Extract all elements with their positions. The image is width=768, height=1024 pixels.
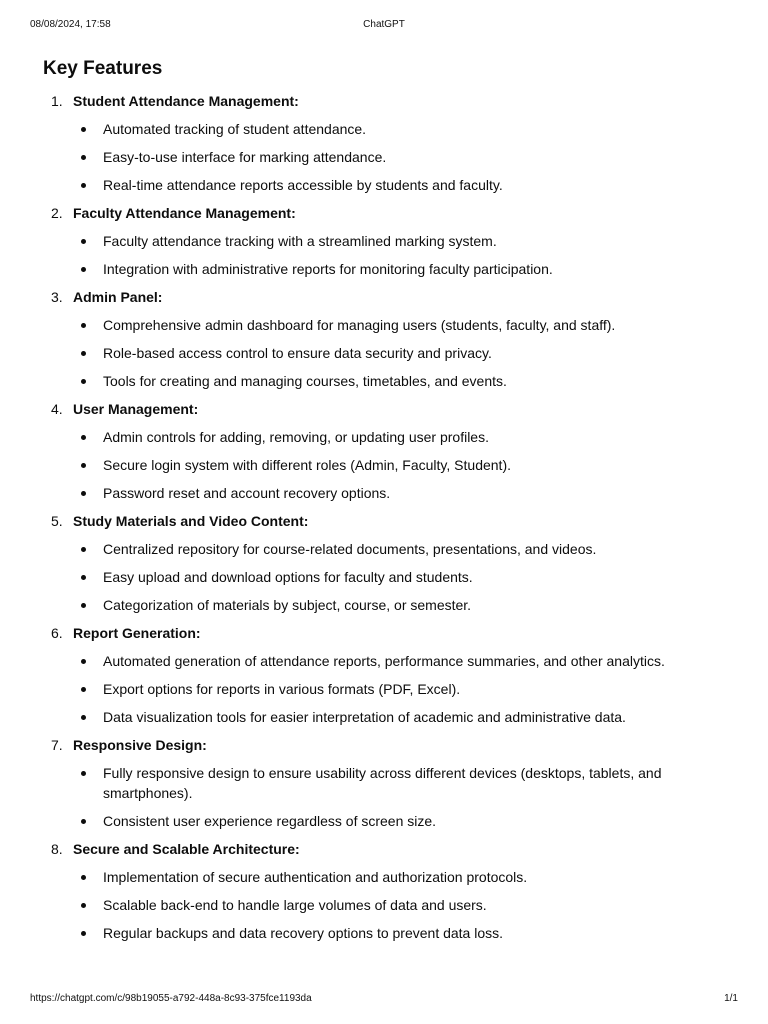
feature-number: 8. <box>51 841 63 857</box>
bullet-dot-icon <box>81 931 86 936</box>
bullet-dot-icon <box>81 875 86 880</box>
feature-item <box>43 731 733 835</box>
bullet-item <box>73 647 733 675</box>
bullet-text: Comprehensive admin dashboard for managing users (students, faculty, and staff). <box>103 317 616 333</box>
feature-item <box>43 87 733 199</box>
bullet-dot-icon <box>81 659 86 664</box>
print-page-title: ChatGPT <box>363 19 405 30</box>
bullet-text: Easy-to-use interface for marking attendance. <box>103 149 387 165</box>
bullet-text: Role-based access control to ensure data security and privacy. <box>103 345 492 361</box>
feature-item <box>43 835 733 947</box>
feature-number: 7. <box>51 737 63 753</box>
print-footer <box>30 993 738 1007</box>
page-number: 1/1 <box>724 993 738 1004</box>
feature-title: Admin Panel: <box>73 289 163 305</box>
features-list <box>43 87 733 947</box>
feature-item <box>43 619 733 731</box>
document-content <box>43 57 733 947</box>
bullet-dot-icon <box>81 351 86 356</box>
feature-title: Study Materials and Video Content: <box>73 513 309 529</box>
bullet-dot-icon <box>81 715 86 720</box>
bullet-dot-icon <box>81 463 86 468</box>
bullet-text: Automated generation of attendance reports, performance summaries, and other analytics. <box>103 653 665 669</box>
bullet-item <box>73 423 733 451</box>
feature-number: 4. <box>51 401 63 417</box>
bullet-dot-icon <box>81 267 86 272</box>
bullet-item <box>73 891 733 919</box>
feature-number: 2. <box>51 205 63 221</box>
bullet-dot-icon <box>81 547 86 552</box>
feature-number: 3. <box>51 289 63 305</box>
bullet-text: Consistent user experience regardless of screen size. <box>103 813 437 829</box>
bullet-text: Export options for reports in various formats (PDF, Excel). <box>103 681 461 697</box>
feature-item <box>43 507 733 619</box>
feature-bullet-list <box>73 535 733 619</box>
feature-item <box>43 199 733 283</box>
bullet-text: Regular backups and data recovery options to prevent data loss. <box>103 925 504 941</box>
bullet-dot-icon <box>81 127 86 132</box>
bullet-dot-icon <box>81 379 86 384</box>
feature-bullet-list <box>73 863 733 947</box>
feature-title: Student Attendance Management: <box>73 93 299 109</box>
bullet-text: Real-time attendance reports accessible by students and faculty. <box>103 177 503 193</box>
bullet-text: Categorization of materials by subject, course, or semester. <box>103 597 472 613</box>
bullet-dot-icon <box>81 603 86 608</box>
feature-bullet-list <box>73 115 733 199</box>
bullet-text: Implementation of secure authentication and authorization protocols. <box>103 869 528 885</box>
feature-bullet-list <box>73 311 733 395</box>
bullet-dot-icon <box>81 323 86 328</box>
feature-number: 6. <box>51 625 63 641</box>
bullet-item <box>73 807 733 835</box>
feature-title: User Management: <box>73 401 199 417</box>
bullet-dot-icon <box>81 819 86 824</box>
bullet-dot-icon <box>81 239 86 244</box>
feature-number: 5. <box>51 513 63 529</box>
feature-bullet-list <box>73 647 733 731</box>
feature-title: Secure and Scalable Architecture: <box>73 841 300 857</box>
feature-item <box>43 283 733 395</box>
print-header <box>30 19 738 33</box>
bullet-text: Easy upload and download options for faculty and students. <box>103 569 473 585</box>
feature-bullet-list <box>73 759 733 835</box>
feature-title: Report Generation: <box>73 625 201 641</box>
section-heading: Key Features <box>43 58 163 79</box>
print-url: https://chatgpt.com/c/98b19055-a792-448a-8c93-375fce1193da <box>30 993 312 1004</box>
bullet-text: Faculty attendance tracking with a streamlined marking system. <box>103 233 497 249</box>
bullet-item <box>73 171 733 199</box>
bullet-item <box>73 703 733 731</box>
feature-number: 1. <box>51 93 63 109</box>
bullet-item <box>73 479 733 507</box>
bullet-text: Integration with administrative reports for monitoring faculty participation. <box>103 261 553 277</box>
bullet-dot-icon <box>81 435 86 440</box>
bullet-dot-icon <box>81 575 86 580</box>
bullet-item <box>73 759 733 807</box>
bullet-item <box>73 563 733 591</box>
bullet-dot-icon <box>81 687 86 692</box>
bullet-item <box>73 339 733 367</box>
print-datetime: 08/08/2024, 17:58 <box>30 19 111 30</box>
bullet-text: Admin controls for adding, removing, or updating user profiles. <box>103 429 489 445</box>
bullet-dot-icon <box>81 903 86 908</box>
bullet-dot-icon <box>81 771 86 776</box>
bullet-text: Automated tracking of student attendance. <box>103 121 367 137</box>
bullet-item <box>73 367 733 395</box>
bullet-item <box>73 591 733 619</box>
bullet-item <box>73 863 733 891</box>
bullet-item <box>73 675 733 703</box>
bullet-text: Password reset and account recovery options. <box>103 485 391 501</box>
bullet-item <box>73 255 733 283</box>
feature-item <box>43 395 733 507</box>
bullet-text: Fully responsive design to ensure usability across different devices (desktops, tablets, and smartphones). <box>103 765 662 801</box>
bullet-item <box>73 115 733 143</box>
bullet-item <box>73 227 733 255</box>
feature-title: Faculty Attendance Management: <box>73 205 296 221</box>
bullet-text: Secure login system with different roles (Admin, Faculty, Student). <box>103 457 511 473</box>
bullet-text: Scalable back-end to handle large volumes of data and users. <box>103 897 487 913</box>
bullet-item <box>73 535 733 563</box>
bullet-item <box>73 451 733 479</box>
feature-title: Responsive Design: <box>73 737 207 753</box>
bullet-text: Tools for creating and managing courses, timetables, and events. <box>103 373 507 389</box>
bullet-item <box>73 143 733 171</box>
bullet-text: Data visualization tools for easier interpretation of academic and administrative data. <box>103 709 626 725</box>
bullet-text: Centralized repository for course-related documents, presentations, and videos. <box>103 541 597 557</box>
bullet-item <box>73 919 733 947</box>
bullet-dot-icon <box>81 155 86 160</box>
bullet-item <box>73 311 733 339</box>
bullet-dot-icon <box>81 491 86 496</box>
feature-bullet-list <box>73 423 733 507</box>
feature-bullet-list <box>73 227 733 283</box>
bullet-dot-icon <box>81 183 86 188</box>
